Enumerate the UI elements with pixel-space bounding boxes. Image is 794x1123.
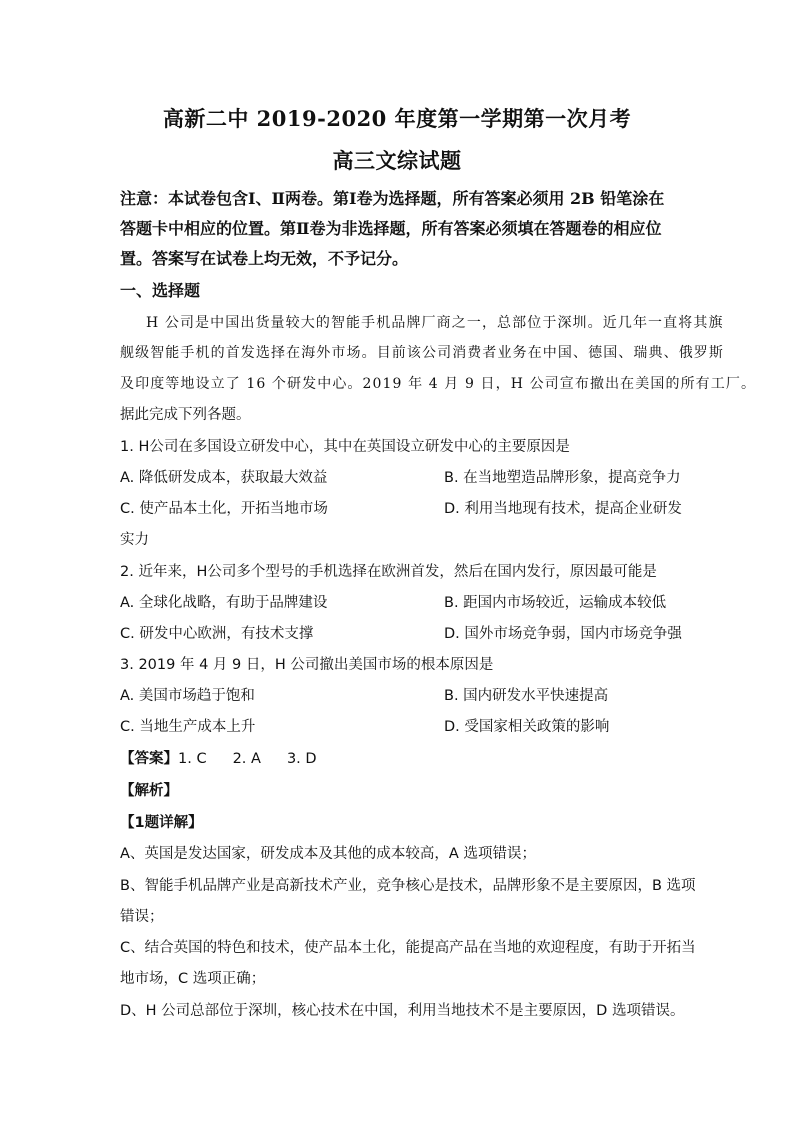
question-2-stem: 2. 近年来，H公司多个型号的手机选择在欧洲首发，然后在国内发行，原因最可能是: [120, 564, 657, 580]
exam-title: 高新二中 2019-2020 年度第一学期第一次月考: [162, 106, 632, 131]
notice-line-3: 置。答案写在试卷上均无效，不予记分。: [120, 249, 409, 268]
question-3-option-b: B. 国内研发水平快速提高: [444, 688, 609, 704]
question-2-option-a: A. 全球化战略，有助于品牌建设: [120, 595, 328, 611]
analysis-line-4: C、结合英国的特色和技术，使产品本土化，能提高产品在当地的欢迎程度，有助于开拓当: [120, 940, 696, 956]
question-2-option-d: D. 国外市场竞争弱，国内市场竞争强: [444, 626, 682, 642]
section-heading: 一、选择题: [120, 281, 201, 300]
question-2-option-b: B. 距国内市场较近，运输成本较低: [444, 595, 667, 611]
passage-line-2: 舰级智能手机的首发选择在海外市场。目前该公司消费者业务在中国、德国、瑞典、俄罗斯: [120, 345, 724, 361]
answer-item-2: 2. A: [232, 751, 261, 767]
answer-item-1: 1. C: [178, 751, 207, 767]
passage-line-4: 据此完成下列各题。: [120, 407, 251, 423]
analysis-label: 【解析】: [120, 783, 178, 799]
passage-line-3: 及印度等地设立了 16 个研发中心。2019 年 4 月 9 日，H 公司宣布撤出在美国的所有工厂。: [120, 376, 757, 392]
passage-line-1: H 公司是中国出货量较大的智能手机品牌厂商之一，总部位于深圳。近几年一直将其旗: [146, 315, 724, 331]
question-3-option-c: C. 当地生产成本上升: [120, 719, 256, 735]
exam-subtitle: 高三文综试题: [332, 148, 462, 173]
notice-line-2: 答题卡中相应的位置。第Ⅱ卷为非选择题，所有答案必须填在答题卷的相应位: [120, 219, 662, 238]
question-3-stem: 3. 2019 年 4 月 9 日，H 公司撤出美国市场的根本原因是: [120, 657, 494, 673]
question-1-option-d: D. 利用当地现有技术，提高企业研发: [444, 501, 682, 517]
analysis-line-2: B、智能手机品牌产业是高新技术产业，竞争核心是技术，品牌形象不是主要原因，B 选项: [120, 878, 696, 894]
question-2-option-c: C. 研发中心欧洲，有技术支撑: [120, 626, 314, 642]
question-1-option-b: B. 在当地塑造品牌形象，提高竞争力: [444, 470, 681, 486]
question-1-option-d-continuation: 实力: [120, 532, 149, 548]
answer-item-3: 3. D: [286, 751, 317, 767]
analysis-sub-label: 【1题详解】: [120, 815, 203, 831]
answer-row: [120, 747, 680, 768]
question-1-option-c: C. 使产品本土化，开拓当地市场: [120, 501, 328, 517]
question-1-option-a: A. 降低研发成本，获取最大效益: [120, 470, 328, 486]
answer-label: 【答案】: [120, 751, 178, 767]
notice-line-1: 注意：本试卷包含Ⅰ、Ⅱ两卷。第Ⅰ卷为选择题，所有答案必须用 2B 铅笔涂在: [120, 189, 665, 208]
analysis-line-1: A、英国是发达国家，研发成本及其他的成本较高，A 选项错误；: [120, 846, 536, 862]
analysis-line-6: D、H 公司总部位于深圳，核心技术在中国，利用当地技术不是主要原因，D 选项错误。: [120, 1003, 685, 1019]
question-1-stem: 1. H公司在多国设立研发中心，其中在英国设立研发中心的主要原因是: [120, 439, 570, 455]
question-3-option-d: D. 受国家相关政策的影响: [444, 719, 610, 735]
analysis-line-5: 地市场，C 选项正确；: [120, 971, 266, 987]
question-3-option-a: A. 美国市场趋于饱和: [120, 688, 255, 704]
analysis-line-3: 错误；: [120, 909, 164, 925]
